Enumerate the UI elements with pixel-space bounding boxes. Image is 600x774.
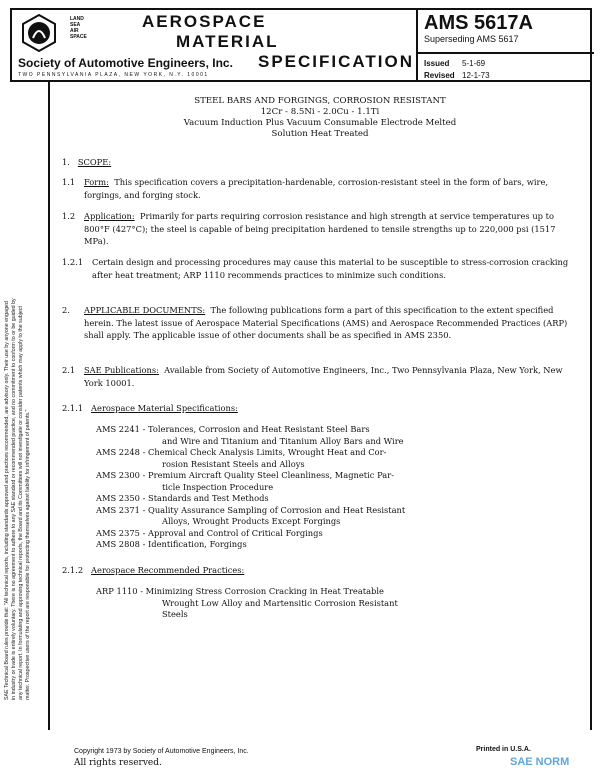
copyright: Copyright 1973 by Society of Automotive Engineers, Inc. bbox=[74, 748, 249, 755]
rights: All rights reserved. bbox=[74, 758, 162, 768]
title-aerospace: AEROSPACE bbox=[142, 12, 267, 31]
header-box bbox=[10, 8, 592, 82]
ams-ref-item: AMS 2375 - Approval and Control of Critical Forgings bbox=[96, 527, 323, 538]
revised-label: Revised bbox=[424, 71, 455, 80]
frame-right-rule bbox=[590, 82, 592, 730]
title-specification: SPECIFICATION bbox=[258, 52, 415, 71]
printed-in: Printed in U.S.A. bbox=[476, 746, 531, 753]
ams-ref-item: AMS 2371 - Quality Assurance Sampling of Corrosion and Heat Resistant Alloys, Wrought Products Except Forgings bbox=[96, 504, 406, 526]
section-2-1-2-heading: 2.1.2 Aerospace Recommended Practices: bbox=[62, 565, 245, 575]
section-2-1-1-heading: 2.1.1 Aerospace Material Specifications: bbox=[62, 403, 238, 413]
title-material: MATERIAL bbox=[176, 32, 279, 51]
society-name: Society of Automotive Engineers, Inc. bbox=[18, 56, 233, 70]
ams-ref-item: AMS 2241 - Tolerances, Corrosion and Heat Resistant Steel Bars and Wire and Titanium and Titanium Alloy Bars and Wire bbox=[96, 424, 404, 446]
issued-date: 5-1-69 bbox=[462, 59, 486, 68]
frame-left-rule bbox=[48, 82, 50, 730]
logo-words: LAND SEA AIR SPACE bbox=[70, 16, 87, 40]
arp-reference: ARP 1110 - Minimizing Stress Corrosion Cracking in Heat Treatable Wrought Low Alloy and Martensitic Corrosion Resistant Steels bbox=[96, 586, 398, 619]
issued-label: Issued bbox=[424, 59, 450, 68]
superseding: Superseding AMS 5617 bbox=[424, 34, 519, 44]
margin-disclaimer: SAE Technical Board rules provide that: "All technical reports, including standards approved and practices recommended, are advisory only. Their use by anyone engaged in industry or trade is entirely voluntary. There is no agreement to adhere to any SAE standard or recommended practice, and no commitment to conform to or be guided by any technical report. In formulating and approving technical reports, the Board and its Committees will not investigate or consider patents which may apply to the subject matter. Prospective users of the report are responsible for protecting themselves against liability for infringement of patents." bbox=[4, 298, 31, 700]
sae-norm-watermark: SAE NORM bbox=[510, 756, 570, 768]
section-1-heading: 1. SCOPE: bbox=[62, 157, 112, 167]
spec-id-box bbox=[416, 10, 594, 80]
ams-number: AMS 5617A bbox=[424, 12, 533, 34]
ams-ref-item: AMS 2300 - Premium Aircraft Quality Steel Cleanliness, Magnetic Par- ticle Inspection Procedure bbox=[96, 470, 395, 492]
ams-ref-item: AMS 2808 - Identification, Forgings bbox=[96, 539, 247, 549]
society-address: TWO PENNSYLVANIA PLAZA, NEW YORK, N.Y. 10001 bbox=[18, 72, 209, 78]
ams-ref-item: AMS 2248 - Chemical Check Analysis Limits, Wrought Heat and Cor- rosion Resistant Steels and Alloys bbox=[96, 447, 387, 469]
ams-ref-item: AMS 2350 - Standards and Test Methods bbox=[96, 493, 269, 503]
dates-block bbox=[418, 54, 594, 86]
revised-date: 12-1-73 bbox=[462, 71, 490, 80]
sae-logo-icon bbox=[22, 14, 56, 52]
doc-title: STEEL BARS AND FORGINGS, CORROSION RESISTANT 12Cr - 8.5Ni - 2.0Cu - 1.1Ti Vacuum Induction Plus Vacuum Consumable Electrode Melted Solution Heat Treated bbox=[183, 96, 457, 139]
ams-reference-list bbox=[96, 424, 576, 551]
